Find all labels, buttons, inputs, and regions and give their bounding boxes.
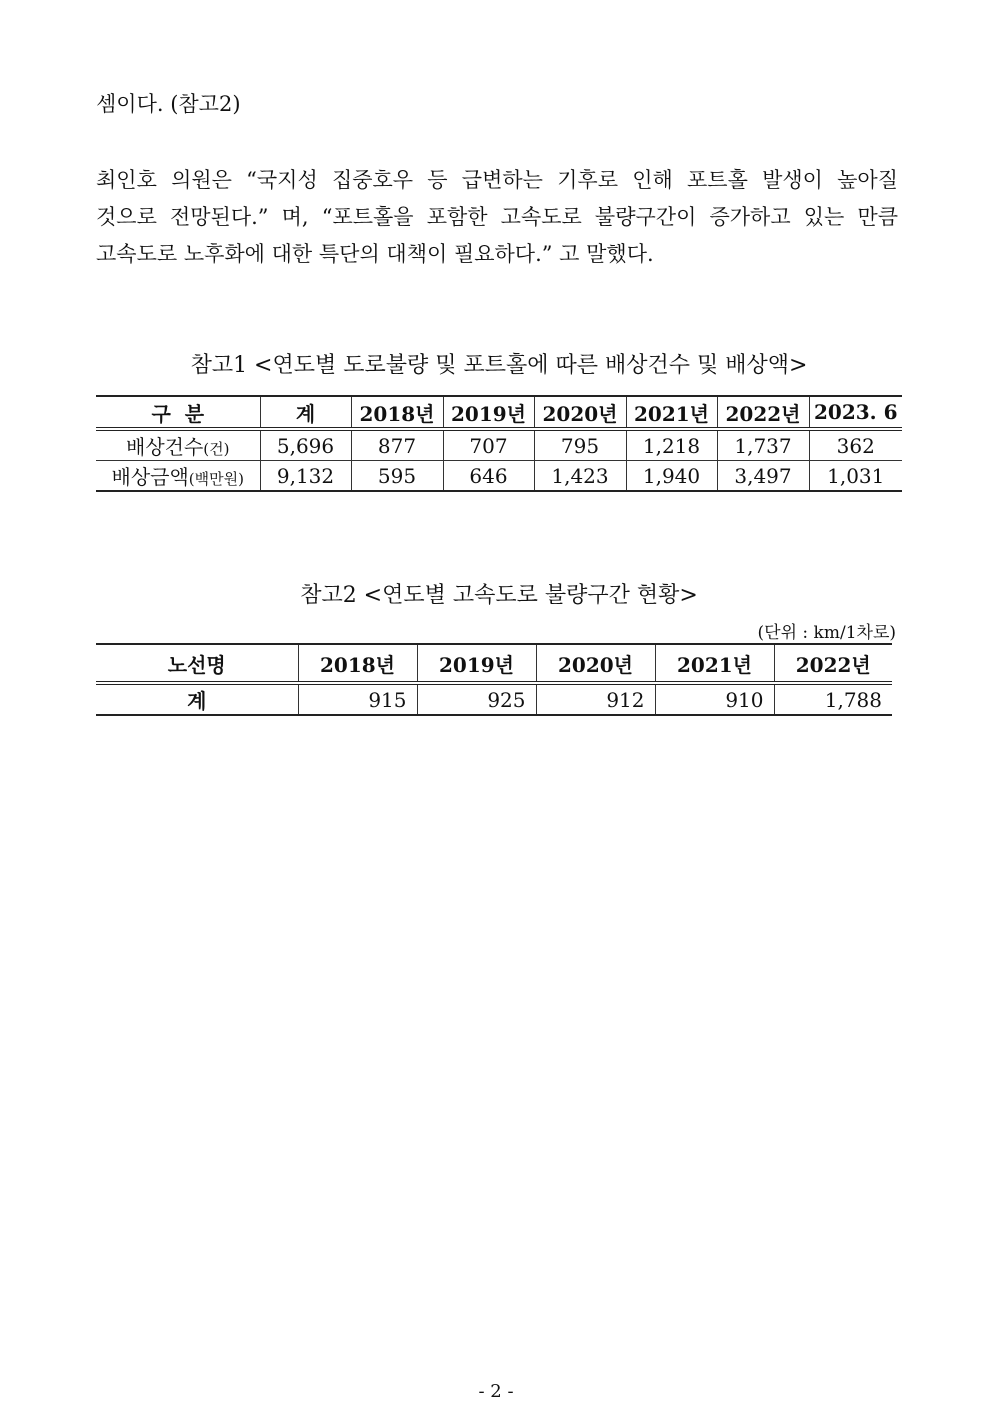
table-cell: 3,497	[717, 461, 809, 492]
table-row	[96, 683, 892, 715]
table-cell: 9,132	[260, 461, 351, 492]
table-header-row	[96, 644, 892, 683]
table-cell: 912	[536, 683, 655, 715]
row-label-text: 배상건수	[126, 435, 204, 459]
row-unit: (백만원)	[188, 470, 244, 488]
paragraph-2-line: 것으로 전망된다.” 며, “포트홀을 포함한 고속도로 불량구간이 증가하고 있는 만큼	[96, 205, 898, 229]
table-cell: 910	[655, 683, 774, 715]
table-cell: 1,940	[626, 461, 717, 492]
table-cell: 915	[298, 683, 417, 715]
table-cell: 595	[351, 461, 443, 492]
table-cell: 795	[534, 429, 626, 461]
table-header-row	[96, 396, 902, 429]
header-cell: 2020년	[534, 396, 626, 429]
header-cell: 2021년	[626, 396, 717, 429]
row-label	[96, 461, 260, 492]
table-cell: 5,696	[260, 429, 351, 461]
header-cell: 2023. 6	[809, 396, 902, 429]
paragraph-2-line: 고속도로 노후화에 대한 특단의 대책이 필요하다.” 고 말했다.	[96, 242, 654, 266]
header-cell: 2022년	[717, 396, 809, 429]
header-cell: 계	[260, 396, 351, 429]
paragraph-1-text: 셈이다. (참고2)	[96, 92, 241, 116]
table-cell: 362	[809, 429, 902, 461]
table-cell: 1,788	[774, 683, 892, 715]
table2-caption: 참고2 <연도별 고속도로 불량구간 현황>	[300, 583, 698, 608]
table-cell: 707	[443, 429, 534, 461]
table-cell: 1,218	[626, 429, 717, 461]
row-label	[96, 429, 260, 461]
row-label-text: 배상금액	[111, 465, 189, 489]
row-unit: (건)	[203, 440, 230, 458]
table-cell: 1,737	[717, 429, 809, 461]
table-cell: 925	[417, 683, 536, 715]
table-row	[96, 461, 902, 492]
header-cell: 노선명	[96, 644, 298, 683]
table-cell: 646	[443, 461, 534, 492]
paragraph-2-line: 최인호 의원은 “국지성 집중호우 등 급변하는 기후로 인해 포트홀 발생이 높아질	[96, 168, 898, 192]
header-cell: 2021년	[655, 644, 774, 683]
unit-note: (단위 : km/1차로)	[757, 623, 896, 643]
damages-table	[96, 395, 902, 492]
paragraph-2	[96, 162, 898, 273]
paragraph-1	[96, 86, 898, 123]
header-cell: 2022년	[774, 644, 892, 683]
header-cell: 2018년	[351, 396, 443, 429]
header-cell: 2020년	[536, 644, 655, 683]
header-cell: 2019년	[443, 396, 534, 429]
table-row	[96, 429, 902, 461]
page-number: - 2 -	[478, 1381, 514, 1402]
header-cell: 2018년	[298, 644, 417, 683]
table-cell: 877	[351, 429, 443, 461]
table-cell: 1,031	[809, 461, 902, 492]
header-cell: 구 분	[96, 396, 260, 429]
table1-caption: 참고1 <연도별 도로불량 및 포트홀에 따른 배상건수 및 배상액>	[190, 353, 808, 378]
table-cell: 1,423	[534, 461, 626, 492]
bad-sections-table	[96, 643, 892, 716]
header-cell: 2019년	[417, 644, 536, 683]
row-label: 계	[96, 683, 298, 715]
